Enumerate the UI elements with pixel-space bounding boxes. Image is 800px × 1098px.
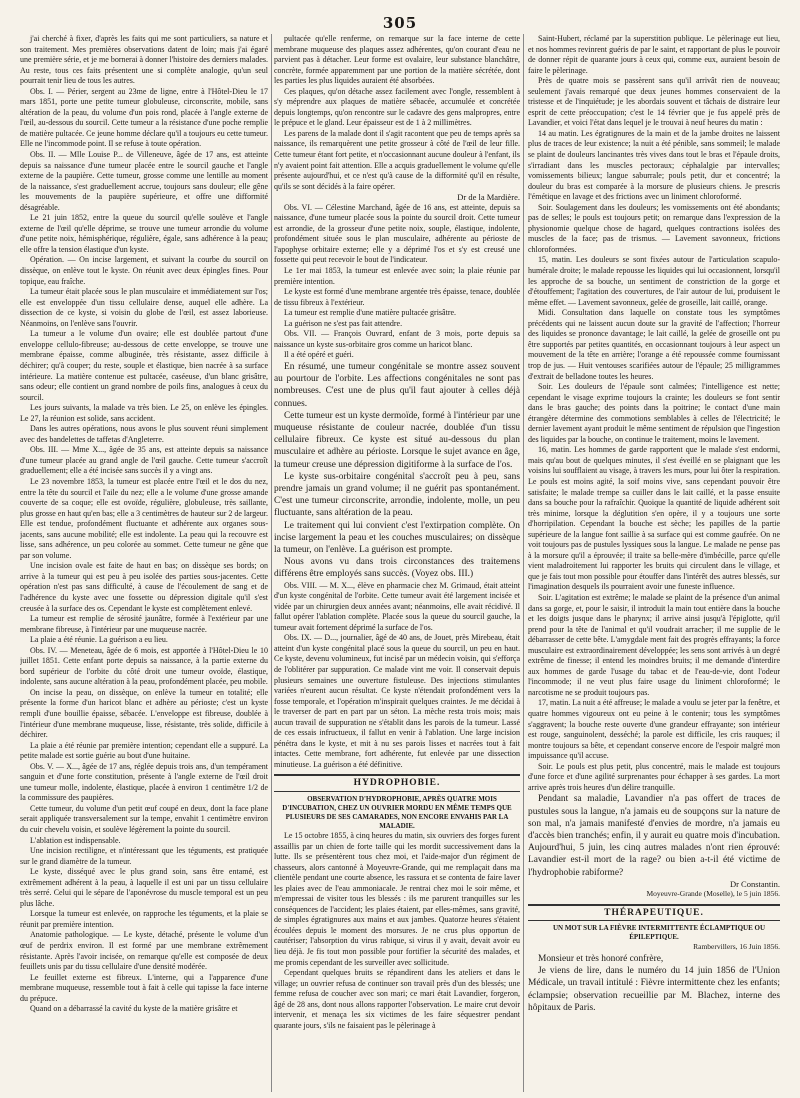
paragraph: pultacée qu'elle renferme, on remarque sur la face interne de cette membrane muqueuse des plaques assez adhérentes, qu'on courant d'eau ne parvient pas à détacher. Leur forme est ovalaire, leur substance blanchâtre, concrète, formée apparemment par une portion de la matière sécrétée, dont les parties les plus liquides auraient été absorbées. [274,34,520,86]
paragraph: On incise la peau, on dissèque, on enlève la tumeur en totalité; elle présente la forme d'un haricot blanc et adhère au périoste; c'est un kyste rempli d'une bouillie épaisse, sébacée. L'enveloppe est fibreuse, doublée à l'intérieur d'une membrane muqueuse, lisse, résistante, très solide, difficile à déchirer. [20,687,268,740]
paragraph: La guérison ne s'est pas fait attendre. [284,318,403,328]
column-3-conclusion [528,793,780,878]
paragraph: La plaie a été réunie par première intention; cependant elle a suppuré. La petite malade est sortie guérie au bout d'une huitaine. [20,740,268,761]
paragraph: 15, matin. Les douleurs se sont fixées autour de l'articulation scapulo-humérale droite; le malade repousse les liquides qui lui occasionnent, lorsqu'il les approche de sa bouche, un sentiment de constriction de la gorge et d'étouffement; l'agitation des couvertures, de l'air autour de lui, produisent le même effet. — Lavement savonneux, gelée de groseille, lait caillé, orange. [528,255,780,307]
paragraph: Obs. VII. — François Ouvrard, enfant de 3 mois, porte depuis sa naissance un kyste sus-orbitaire gros comme un haricot blanc. [274,329,520,349]
paragraph: 16, matin. Les hommes de garde rapportent que le malade s'est endormi, mais qu'au bout de quelques minutes, il s'est éveillé en se plaignant que les voisins lui soufflaient au visage, à travers les murs, pour lui ôter la respiration. Le pouls est moins agité, la soif moins vive, sans cependant pouvoir être satisfaite; le malade trempe sa cuiller dans le lait caillé, et la passe ensuite dans sa bouche pour la rafraîchir. Quoique la quantité de liquide adhérent soit très minime, lorsque la déglutition s'en opère, il y a toujours une sorte d'horripilation. Cependant la bouche est sèche; les papilles de la partie supérieure de la langue font saillie à sa surface qui est comme gaufrée. On ne voit toujours pas de pustules lyssiques sous la langue. Le malade ne pense pas à la morsure qu'il a éprouvée; il traite sa belle-mère d'imbécille, parce qu'elle vient maladroitement lui rapporter les bruits qui circulent dans le village, et que je fais tout mon possible pour étouffer dans l'intérêt des autres blessés, sur l'imagination desquels ils pourraient avoir une funeste influence. [528,445,780,592]
paragraph: Dans les autres opérations, nous avons le plus souvent réuni simplement avec des bandelettes de taffetas d'Angleterre. [20,424,268,444]
conclusion-paragraph: Pendant sa maladie, Lavandier n'a pas offert de traces de pustules sous la langue, n'a jamais eu de soupçons sur la nature de son mal, n'a jamais manifesté d'envies de mordre, n'a jamais eu d'accès bien tranchés; enfin, il y aurait eu quatre mois d'incubation. Aujourd'hui, 5 juin, les cinq autres malades n'ont rien éprouvé: Lavandier est-il mort de la rage? ou bien a-t-il été victime de l'hydrophobie rabiforme? [528,794,780,878]
paragraph: Obs. IX. — D..., journalier, âgé de 40 ans, de Jouet, près Mirebeau, était atteint d'un kyste congénital placé sous la queue du sourcil, un peu en haut. Ce kyste, devenu volumineux, fut incisé par un médecin voisin, qui s'efforça de l'oblitérer par suppuration. Ce malade vint me voir. Il conservait depuis plusieurs semaines une ouverture fistuleuse. Des injections stimulantes variées n'eurent aucun résultat. Ce kyste n'étendait profondément vers la fosse temporale, et l'opération m'inspirait quelques craintes. Je me décidai à le traverser de part en part par un séton. La mèche resta trois mois; mais aucun travail de suppuration ne s'établit dans les parois de la tumeur. Lassé de ces essais infructueux, il fallut en venir à l'ablation. Une large incision pénétra dans le kyste, et mit à nu ses parois lisses et nacrées tout à fait intactes. Cette membrane, fort adhérente, fut enlevée par une dissection minutieuse. La guérison a été définitive. [274,633,520,769]
section-title-hydrophobie: HYDROPHOBIE. [274,774,520,792]
column-2-obs-vi-vii [274,203,520,361]
paragraph: Près de quatre mois se passèrent sans qu'il arrivât rien de nouveau; seulement j'avais remarqué que deux jeunes hommes conservaient de la tristesse et de l'inquiétude; je les abordais souvent et tâchais de distraire leur esprit de cette préoccupation; c'est le 14 février que je fus appelé près de Lavandier, et voici l'état dans lequel je le trouvai à neuf heures du matin : [528,76,780,128]
section-subtitle-fievre: UN MOT SUR LA FIÈVRE INTERMITTENTE ÉCLAMPTIQUE OU ÉPILEPTIQUE. [552,924,766,942]
section-title-therapeutique: THÉRAPEUTIQUE. [528,904,780,922]
paragraph: Obs. VIII. — M. X..., élève en pharmacie chez M. Grimaud, était atteint d'un kyste congénital de l'orbite. Cette tumeur avait été largement incisée et vidée par un chirurgien deux années avant; néanmoins, elle avait récidivé. Il fallut opérer l'ablation complète. Placée sous la queue du sourcil gauche, la tumeur avait fortement déprimé la surface de l'os. [274,580,520,632]
paragraph: Saint-Hubert, réclamé par la superstition publique. Le pèlerinage eut lieu, et nos hommes revinrent guéris de par le saint, et rapportant de plus le pouvoir de donner répit de quarante jours à ceux qui, comme eux, auraient besoin de faire le pèlerinage. [528,34,780,75]
column-2 [274,34,520,1094]
letter-paragraph: Je viens de lire, dans le numéro du 14 juin 1856 de l'Union Médicale, un travail intitulé : Fièvre intermittente chez les enfants; éclampsie; observation recueillie par M. Blachez, interne des hôpitaux de Paris. [528,966,780,1013]
paragraph: Soir. Les douleurs de l'épaule sont calmées; l'intelligence est nette; cependant le visage exprime toujours la crainte; les douleurs se font sentir dans le bras gauche; des points dans la poitrine; le contact d'une main étrangère détermine des commotions semblables à celles de l'électricité; le dernier lavement ayant produit le même sentiment de répulsion que l'ingestion des liquides par la bouche, on continue le traitement, moins le lavement. [528,382,780,444]
summary-paragraph: Le kyste sus-orbitaire congénital s'accroît peu à peu, sans prendre jamais un grand volume; il ne guérit pas spontanément. C'est une tumeur circonscrite, arrondie, indolente, molle, un peu fluctuante, sans altération de la peau. [274,471,520,519]
column-2-obs-continued [274,34,520,192]
paragraph: Obs. IV. — Meneteau, âgée de 6 mois, est apportée à l'Hôtel-Dieu le 10 juillet 1851. Cette enfant porte depuis sa naissance, à la partie externe du bord supérieur de l'orbite du côté droit une tumeur ovoïde, élastique, indolente, sans aucune altération à la peau, profondément placée, peu mobile. [20,645,268,687]
paragraph: L'ablation est indispensable. [30,835,121,845]
paragraph: Il a été opéré et guéri. [284,350,354,360]
paragraph: Le 15 octobre 1855, à cinq heures du matin, six ouvriers des forges furent assaillis par un chien de forte taille qui les mordit successivement dans la lutte. Ils se présentèrent tous chez moi, et l'aide-major d'un régiment de chasseurs, alors cantonné à Moyeuvre-Grande, qui me remplaçait dans ma clientèle pendant une courte absence, les rassura et se contenta de faire laver les plaies avec de l'eau ammoniacale. Je rentrai chez moi le soir même, et m'empressai de visiter tous les blessés : ils me parurent tranquilles sur les conséquences de l'accident; les plaies étaient, par elles-mêmes, sans gravité, de simples égratignures aux mains et aux jambes. Quatorze heures s'étaient écoulées depuis le moment des morsures. Je ne crus plus opportun de cautériser; l'absorption du virus rabique, si virus il y avait, devait avoir eu lieu déjà. Je fis tout mon possible pour fortifier la sécurité des malades, et me promis cependant de les surveiller avec sollicitude. [274,831,520,967]
paragraph: Le feuillet externe est fibreux. L'interne, qui a l'apparence d'une membrane muqueuse, ressemble tout à fait à celle qui tapisse la face interne du prépuce. [20,972,268,1003]
paragraph: Midi. Consultation dans laquelle on constate tous les symptômes précédents qui ne laissent aucun doute sur la gravité de l'affection; l'horreur des liquides se prononce davantage; le lait caillé, la gelée de groseille ont pu être supportés par petites quantités, en occasionnant toujours à leur aspect un mouvement de la tête en arrière; l'orange a été repoussée comme fournissant trop de jus. — Huit ventouses scarifiées autour de l'épaule; 25 milligrammes d'extrait de belladone toutes les heures. [528,308,780,381]
paragraph: Obs. III. — Mme X..., âgée de 35 ans, est atteinte depuis sa naissance d'une tumeur placée au grand angle de l'œil gauche. Cette tumeur s'accroît graduellement; elle a été incisée sans succès il y a vingt ans. [20,445,268,476]
paragraph: Les jours suivants, la malade va très bien. Le 25, on enlève les épingles. Le 27, la réunion est solide, sans accident. [20,403,268,423]
paragraph: Anatomie pathologique. — Le kyste, détaché, présente le volume d'un œuf de perdrix environ. Il est formé par une membrane extrêmement résistante. Après l'avoir incisée, on remarque qu'elle est composée de deux feuillets unis par du tissu cellulaire d'une densité modérée. [20,930,268,972]
paragraph: Le 23 novembre 1853, la tumeur est placée entre l'œil et le dos du nez, entre la tête du sourcil et l'aile du nez; elle a le volume d'une grosse amande couverte de sa coque; elle est ovoïde, régulière, globuleuse, très saillante, plus grosse en haut qu'en bas; elle a 3 centimètres de hauteur sur 2 de largeur. Elle est tendue, profondément fluctuante et adhérente aux organes sous-jacents, sans aucune mobilité; elle est indolente. La peau qui la recouvre est lisse, sans adhérence, un peu colorée au sommet. Cette tumeur ne gêne que par son volume. [20,476,268,560]
paragraph: Obs. V. — X..., âgée de 17 ans, réglée depuis trois ans, d'un tempérament sanguin et d'une forte constitution, présente à l'angle externe de l'œil droit une tumeur molle, indolente, élastique, placée à environ 1 centimètre 1/2 de la commissure des paupières. [20,761,268,803]
paragraph: 17, matin. La nuit a été affreuse; le malade a voulu se jeter par la fenêtre, et quatre hommes vigoureux ont eu peine à le contenir; tous les symptômes s'aggravent; la bouche reste ouverte d'une grandeur effrayante; son intérieur est rouge, sanguinolent, desséché; la parole est difficile, les cris rauques; il montre toujours sa bête, et cependant conserve encore de l'espoir malgré mon impuissance qu'il accuse. [528,698,780,761]
summary-paragraph: Le traitement qui lui convient c'est l'extirpation complète. On incise largement la peau et les couches musculaires; on dissèque la tumeur, on l'enlève. La guérison est prompte. [274,520,520,555]
paragraph: Soir. L'agitation est extrême; le malade se plaint de la présence d'un animal dans sa gorge, et, pour le saisir, il introduit la main tout entière dans la bouche et les doigts jusque dans le pharynx; il arrive ainsi jusqu'à l'épiglotte, qu'il prend pour la tête de l'animal et qu'il voudrait arracher; il me supplie de le débarrasser de cette bête. L'amygdale ment fait des progrès effrayants; la force musculaire est extraordinairement développée; les sens sont arrivés à un degré extrême de finesse; il entend les moindres bruits; il me demande d'interdire aux hommes de garde l'usage du tabac et de l'eau-de-vie, dont l'odeur l'incommode; il ne veut plus faire usage du liniment chloroformé; le narcotisme ne se produit toujours pas. [528,592,780,697]
column-rule-2 [523,34,524,1092]
paragraph: Soir. Le pouls est plus petit, plus concentré, mais le malade est toujours d'une force et d'une agilité surprenantes pour échapper à ses gardes. La mort arrive après trois heures d'un délire tranquille. [528,761,780,792]
column-3-letter-opening [528,953,780,1014]
paragraph: Lorsque la tumeur est enlevée, on rapproche les téguments, et la plaie se réunit par première intention. [20,909,268,929]
column-1 [20,34,268,1094]
paragraph: Une incision ovale est faite de haut en bas; on dissèque ses bords; on arrive à la tumeur qui est peu à peu isolée des parties sous-jacentes. Cette opération n'est pas sans difficulté, à cause de l'écoulement de sang et de l'adhérence du kyste avec une fossette ou dépression digitale qu'il s'est creusée à la surface des os. Cependant le kyste est complètement enlevé. [20,561,268,613]
paragraph: j'ai cherché à fixer, d'après les faits qui me sont particuliers, sa nature et son traitement. Mes premières observations datent de loin; mais j'ai égaré une première série, et je me bornerai à donner l'histoire des derniers malades. Au reste, tous ces faits présentent une si complète analogie, qu'un seul pourrait tenir lieu de tous les autres. [20,34,268,86]
paragraph: Le kyste est formé d'une membrane argentée très épaisse, tenace, doublée de tissu fibreux à l'extérieur. [274,287,520,307]
paragraph: 14 au matin. Les égratignures de la main et de la jambe droites ne laissent plus de traces de leur existence; la nuit a été pénible, sans sommeil; le malade se plaint de douleurs lancinantes très vives dans tout le bras et l'épaule droits, s'irradiant dans les muscles pectoraux; céphalalgie par intervalles; vomissements bilieux; langue saburrale; pouls petit, dur et concentré; la douleur du bras est comparée à la morsure de plusieurs chiens. Je prescris l'émétique en lavage et des frictions avec un liniment chloroformé. [528,128,780,202]
paragraph: Soir. Soulagement dans les douleurs; les vomissements ont été abondants; pas de selles; le pouls est toujours petit; on remarque dans l'expression de la physionomie quelque chose de hagard, quelques contractions isolées des muscles de la face; pas de trismus. — Lavement savonneux, frictions chloroformées. [528,202,780,254]
paragraph: Le 1er mai 1853, la tumeur est enlevée avec soin; la plaie réunie par première intention. [274,266,520,286]
summary-paragraph: Cette tumeur est un kyste dermoïde, formé à l'intérieur par une muqueuse résistante de couleur nacrée, doublée d'un tissu cellulaire fibreux. Ce kyste est situé au-dessous du plan musculaire et adhère au périoste. Lorsque le sujet avance en âge, la tumeur creuse une dépression digitiforme à la surface de l'os. [274,410,520,470]
column-2-hydrophobie-body [274,831,520,1031]
summary-paragraph: En résumé, une tumeur congénitale se montre assez souvent au pourtour de l'orbite. Les affections congénitales ne sont pas nombreuses. C'est une de plus qu'il faut ajouter à celles déjà connues. [274,361,520,409]
column-1-body [20,34,268,1015]
paragraph: Obs. I. — Périer, sergent au 23me de ligne, entre à l'Hôtel-Dieu le 17 mars 1851, porte une petite tumeur globuleuse, circonscrite, mobile, sans altération de la peau, du volume d'un pois rond, placée à l'angle externe de l'œil, au-dessous du sourcil. Cette tumeur a la résistance d'une poche remplie de matière pultacée. Ce jeune homme déclare qu'il a toujours eu cette tumeur. Elle ne l'incommode point. Il se refuse à toute opération. [20,86,268,149]
paragraph: Une incision rectiligne, et n'intéressant que les téguments, est pratiquée sur le grand diamètre de la tumeur. [20,846,268,866]
page-number: 305 [382,14,418,32]
paragraph: La tumeur était placée sous le plan musculaire et immédiatement sur l'os; elle est enveloppée d'un tissu cellulaire dense, auquel elle adhère. La dissection de ce kyste, si voisin du globe de l'œil, est assez laborieuse. Néanmoins, on l'enlève sans l'ouvrir. [20,287,268,328]
paragraph: Obs. II. — Mlle Louise P... de Villeneuve, âgée de 17 ans, est atteinte depuis sa naissance d'une tumeur placée entre le sourcil gauche et l'angle externe de la paupière. Cette tumeur, grosse comme une lentille au moment de la naissance, s'est graduellement accrue, toujours sans douleur; elle gêne les mouvements de la paupière supérieure, et offre une difformité désagréable. [20,150,268,212]
paragraph: Le kyste, disséqué avec le plus grand soin, sans être entamé, est extrêmement adhérent à la peau, à laquelle il est uni par un tissu cellulaire très serré. Celui qui le sépare de l'aponévrose du muscle temporal est un peu plus lâche. [20,867,268,908]
signature-constantin: Dr Constantin. [729,878,780,889]
paragraph: La plaie a été réunie. La guérison a eu lieu. [30,635,168,645]
column-2-obs-viii-ix [274,581,520,771]
paragraph: Ces plaques, qu'on détache assez facilement avec l'ongle, ressemblent à s'y méprendre aux plaques de matière sébacée, accumulée et concrétée depuis longtemps, qu'on rencontre sur le cadavre des gens malpropres, entre le prépuce et le gland. Leur épaisseur est de 1 à 2 millimètres. [274,86,520,128]
column-3-case-body [528,34,780,793]
paragraph: Les parens de la malade dont il s'agit racontent que peu de temps après sa naissance, ils remarquèrent une petite grosseur à côté de l'œil de leur fille. Cette tumeur étant fort petite, et n'occasionnant aucune douleur à l'enfant, ils n'y avaient point fait attention. Elle a acquis graduellement le volume qu'elle présente aujourd'hui, et ce n'est qu'à cause de la difformité qu'il en résulte, qu'ils se sont décidés à la faire opérer. [274,128,520,191]
paragraph: La tumeur a le volume d'un ovaire; elle est doublée partout d'une enveloppe cellulo-fibreuse; au-dessous de cette enveloppe, se trouve une membrane épaisse, comme albuginée, très résistante, assez difficile à déchirer; qu'à couper; du reste, souple et élastique, bien nacrée à sa surface intérieure. La matière contenue est pultacée, caséeuse, d'un blanc grisâtre, sans odeur; elle contient un grand nombre de poils fins, analogues à ceux du sourcil. [20,329,268,402]
signature-mardiere: Dr de la Mardière. [457,192,520,203]
column-rule-1 [271,34,272,1092]
paragraph: Le 21 juin 1852, entre la queue du sourcil qu'elle soulève et l'angle externe de l'œil qu'elle déprime, se trouve une tumeur arrondie du volume d'une petite noix, hémisphérique, régulière, égale, sans adhérence à la peau; elle offre la tension élastique d'un kyste. [20,213,268,254]
section-subtitle-hydrophobie: OBSERVATION D'HYDROPHOBIE, APRÈS QUATRE MOIS D'INCUBATION, CHEZ UN OUVRIER MORDU EN MÊME TEMPS QUE PLUSIEURS DE SES CAMARADES, NON ENCORE ENVAHIS PAR LA MALADIE. [282,795,512,830]
letter-paragraph: Monsieur et très honoré confrère, [538,953,664,964]
paragraph: Obs. VI. — Célestine Marchand, âgée de 16 ans, est atteinte, depuis sa naissance, d'une tumeur placée sous la pointe du sourcil droit. Cette tumeur est arrondie, de la grosseur d'une petite noix, souple, élastique, indolente, profondément située sous le plan musculaire, adhérente au périoste de l'apophyse orbitaire externe; elle y a déprimé l'os et s'y est creusé une fossette qui peut recevoir le bout de l'indicateur. [274,202,520,265]
paragraph: La tumeur est remplie de sérosité jaunâtre, formée à l'extérieur par une membrane fibreuse, à l'intérieur par une muqueuse nacrée. [20,614,268,634]
summary-paragraph: Nous avons vu dans trois circonstances des traitemens différens être employés sans succès. (Voyez obs. III.) [274,557,520,580]
column-2-summary [274,361,520,581]
paragraph: La tumeur est remplie d'une matière pultacée grisâtre. [284,308,457,318]
column-3 [528,34,780,1094]
paragraph: Cependant quelques bruits se répandirent dans les ateliers et dans le village; un ouvrier refusa de continuer son travail près d'un des blessés; une femme refusa de coucher avec son mari; ce mari était Lavandier, forgeron, âgé de 28 ans, dont nous allons rapporter l'observation. Le maire crut devoir intervenir, et menaça les six victimes de les faire séquestrer pendant quarante jours, s'ils ne faisaient pas le pèlerinage à [274,968,520,1030]
paragraph: Quand on a débarrassé la cavité du kyste de la matière grisâtre et [30,1004,238,1014]
place-date: Moyeuvre-Grande (Moselle), le 5 juin 1856. [646,889,780,899]
paragraph: Opération. — On incise largement, et suivant la courbe du sourcil on dissèque, on enlève tout le kyste. On réunit avec deux épingles fines. Pour topique, eau fraîche. [20,255,268,286]
paragraph: Cette tumeur, du volume d'un petit œuf coupé en deux, dont la face plane serait appliquée transversalement sur la tempe, envahit 1 centimètre environ du cuir chevelu voisin, et soulève légèrement la pointe du sourcil. [20,803,268,835]
dateline: Rambervillers, 16 Juin 1856. [693,942,780,952]
